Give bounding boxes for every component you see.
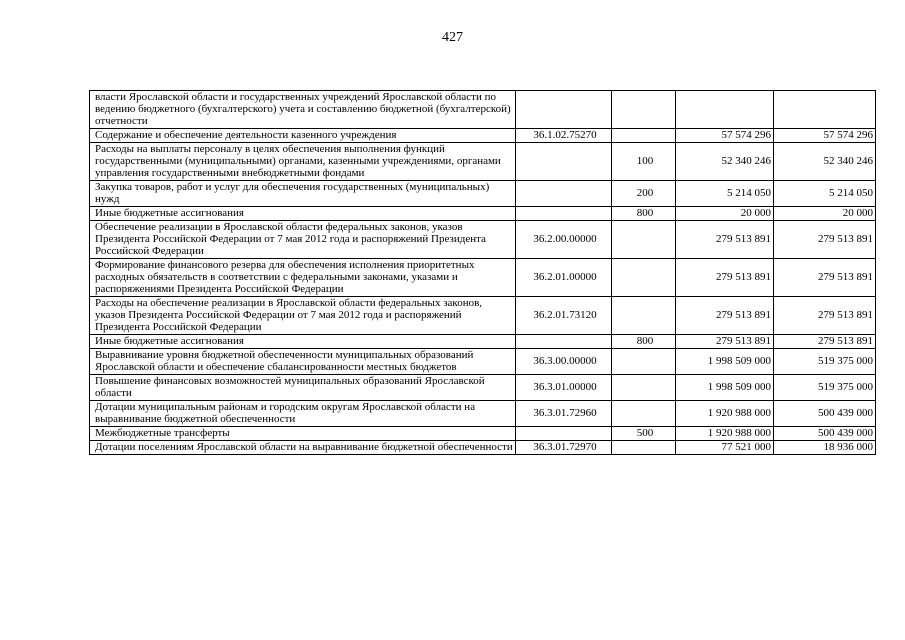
row-code: 36.3.01.72970	[516, 441, 612, 455]
row-name: Формирование финансового резерва для обеспечения исполнения приоритетных расходных обязательств в соответствии с федеральными законами, указами и распоряжениями Президента Российской Федерации	[90, 259, 516, 297]
table-row	[90, 335, 876, 349]
row-code	[516, 335, 612, 349]
row-amount-1: 1 920 988 000	[676, 427, 774, 441]
row-type: 800	[612, 207, 676, 221]
row-amount-1: 1 998 509 000	[676, 349, 774, 375]
row-code: 36.1.02.75270	[516, 129, 612, 143]
table-row	[90, 349, 876, 375]
row-name: Выравнивание уровня бюджетной обеспеченности муниципальных образований Ярославской области и обеспечение сбалансированности местных бюджетов	[90, 349, 516, 375]
table-row	[90, 375, 876, 401]
row-amount-2: 5 214 050	[774, 181, 876, 207]
page-number: 427	[442, 30, 463, 45]
row-code: 36.3.01.72960	[516, 401, 612, 427]
row-type	[612, 297, 676, 335]
row-code	[516, 181, 612, 207]
row-name: Межбюджетные трансферты	[90, 427, 516, 441]
table-row	[90, 207, 876, 221]
row-type	[612, 91, 676, 129]
row-amount-2: 52 340 246	[774, 143, 876, 181]
table-row	[90, 297, 876, 335]
row-code: 36.2.00.00000	[516, 221, 612, 259]
row-code: 36.3.01.00000	[516, 375, 612, 401]
row-type: 200	[612, 181, 676, 207]
row-amount-2: 18 936 000	[774, 441, 876, 455]
row-amount-1: 279 513 891	[676, 297, 774, 335]
row-amount-2: 279 513 891	[774, 335, 876, 349]
table-row	[90, 259, 876, 297]
row-name: Обеспечение реализации в Ярославской области федеральных законов, указов Президента Российской Федерации от 7 мая 2012 года и распоряжений Президента Российской Федерации	[90, 221, 516, 259]
row-amount-1: 57 574 296	[676, 129, 774, 143]
table-row	[90, 91, 876, 129]
row-type: 100	[612, 143, 676, 181]
row-amount-1: 1 998 509 000	[676, 375, 774, 401]
table-row	[90, 221, 876, 259]
row-amount-1: 279 513 891	[676, 221, 774, 259]
table-row	[90, 143, 876, 181]
row-code: 36.2.01.00000	[516, 259, 612, 297]
row-amount-2: 57 574 296	[774, 129, 876, 143]
row-amount-2: 279 513 891	[774, 259, 876, 297]
row-amount-2: 20 000	[774, 207, 876, 221]
row-amount-1: 5 214 050	[676, 181, 774, 207]
row-type	[612, 375, 676, 401]
row-amount-2: 500 439 000	[774, 427, 876, 441]
budget-table-body	[90, 91, 876, 455]
row-name: Дотации муниципальным районам и городским округам Ярославской области на выравнивание бюджетной обеспеченности	[90, 401, 516, 427]
row-amount-2: 279 513 891	[774, 297, 876, 335]
row-code	[516, 143, 612, 181]
row-amount-2: 500 439 000	[774, 401, 876, 427]
row-amount-2	[774, 91, 876, 129]
row-type	[612, 441, 676, 455]
row-amount-1: 279 513 891	[676, 335, 774, 349]
row-type	[612, 349, 676, 375]
row-code	[516, 207, 612, 221]
row-type: 500	[612, 427, 676, 441]
row-name: Содержание и обеспечение деятельности казенного учреждения	[90, 129, 516, 143]
row-name: Закупка товаров, работ и услуг для обеспечения государственных (муниципальных) нужд	[90, 181, 516, 207]
row-type: 800	[612, 335, 676, 349]
table-row	[90, 401, 876, 427]
row-type	[612, 401, 676, 427]
row-name: Расходы на выплаты персоналу в целях обеспечения выполнения функций государственными (муниципальными) органами, казенными учреждениями, органами управления государственными внебюджетными фондами	[90, 143, 516, 181]
row-amount-1: 279 513 891	[676, 259, 774, 297]
row-amount-1: 20 000	[676, 207, 774, 221]
row-code	[516, 91, 612, 129]
row-amount-1: 1 920 988 000	[676, 401, 774, 427]
table-row	[90, 181, 876, 207]
row-type	[612, 129, 676, 143]
row-type	[612, 221, 676, 259]
row-name: Иные бюджетные ассигнования	[90, 207, 516, 221]
row-code: 36.3.00.00000	[516, 349, 612, 375]
row-code: 36.2.01.73120	[516, 297, 612, 335]
row-name: Дотации поселениям Ярославской области на выравнивание бюджетной обеспеченности	[90, 441, 516, 455]
row-amount-1: 52 340 246	[676, 143, 774, 181]
row-name: Иные бюджетные ассигнования	[90, 335, 516, 349]
row-amount-2: 279 513 891	[774, 221, 876, 259]
table-row	[90, 129, 876, 143]
row-name: Повышение финансовых возможностей муниципальных образований Ярославской области	[90, 375, 516, 401]
row-amount-1: 77 521 000	[676, 441, 774, 455]
table-row	[90, 441, 876, 455]
row-amount-2: 519 375 000	[774, 375, 876, 401]
row-name: власти Ярославской области и государственных учреждений Ярославской области по ведению бюджетного (бухгалтерского) учета и составлению бюджетной (бухгалтерской) отчетности	[90, 91, 516, 129]
row-amount-1	[676, 91, 774, 129]
row-amount-2: 519 375 000	[774, 349, 876, 375]
budget-table	[89, 90, 876, 455]
row-name: Расходы на обеспечение реализации в Ярославской области федеральных законов, указов Президента Российской Федерации от 7 мая 2012 года и распоряжений Президента Российской Федерации	[90, 297, 516, 335]
table-row	[90, 427, 876, 441]
row-type	[612, 259, 676, 297]
row-code	[516, 427, 612, 441]
